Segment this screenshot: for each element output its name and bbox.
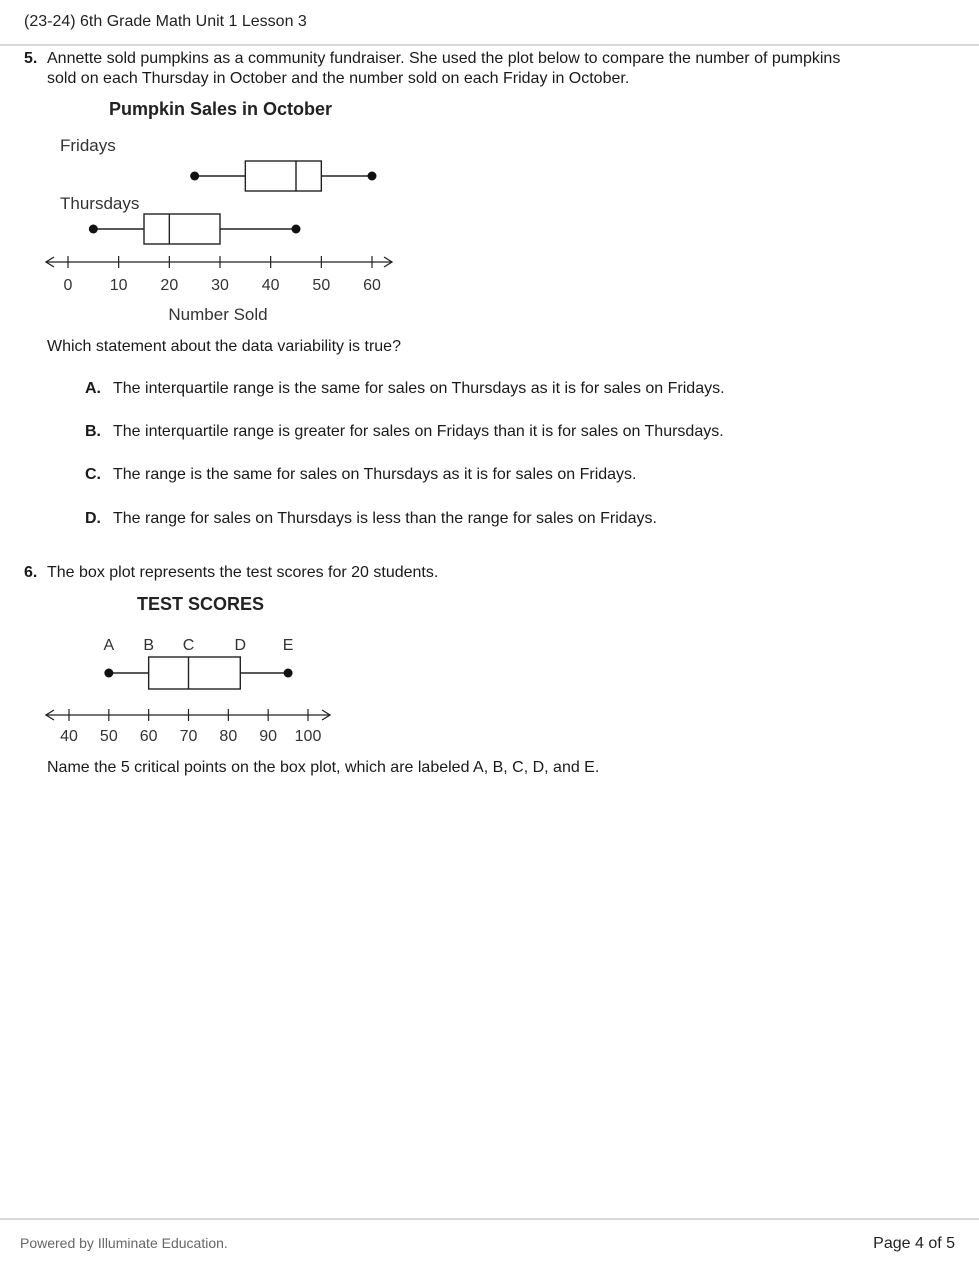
- iqr-box: [144, 214, 220, 244]
- series-label: Thursdays: [60, 194, 140, 213]
- choice-letter: D.: [85, 510, 101, 527]
- choice-text: The interquartile range is greater for sales on Fridays than it is for sales on Thursdays.: [113, 423, 724, 440]
- page-indicator: Page 4 of 5: [873, 1235, 955, 1252]
- question-prompt: Name the 5 critical points on the box plot, which are labeled A, B, C, D, and E.: [47, 759, 600, 776]
- tick-label: 70: [179, 728, 198, 745]
- question-number: 5.: [24, 50, 38, 67]
- tick-label: 40: [60, 728, 78, 745]
- min-point: [190, 172, 199, 181]
- powered-by-text: Powered by Illuminate Education.: [20, 1235, 228, 1251]
- choice-text: The interquartile range is the same for sales on Thursdays as it is for sales on Fridays.: [113, 380, 725, 397]
- choice-letter: B.: [85, 423, 101, 440]
- tick-label: 20: [160, 277, 179, 294]
- pumpkin-sales-chart: [0, 90, 420, 330]
- tick-label: 0: [63, 277, 73, 294]
- min-point: [104, 669, 113, 678]
- point-label: B: [143, 637, 155, 654]
- min-point: [89, 225, 98, 234]
- tick-label: 100: [294, 728, 322, 745]
- tick-label: 50: [312, 277, 331, 294]
- tick-label: 60: [363, 277, 381, 294]
- question-text: The box plot represents the test scores for 20 students.: [47, 564, 439, 581]
- tick-label: 40: [261, 277, 280, 294]
- choice-letter: C.: [85, 466, 101, 483]
- tick-label: 60: [139, 728, 158, 745]
- page-footer: [0, 1218, 979, 1266]
- document-title: (23-24) 6th Grade Math Unit 1 Lesson 3: [24, 13, 307, 30]
- page-header: [0, 0, 979, 46]
- chart-title: TEST SCORES: [137, 594, 265, 614]
- max-point: [284, 669, 293, 678]
- tick-label: 10: [109, 277, 128, 294]
- test-scores-chart: [0, 585, 360, 750]
- tick-label: 90: [259, 728, 278, 745]
- point-label: C: [182, 637, 195, 654]
- question-prompt: Which statement about the data variability is true?: [47, 338, 401, 355]
- question-text-line2: sold on each Thursday in October and the number sold on each Friday in October.: [47, 70, 630, 87]
- chart-title: Pumpkin Sales in October: [109, 99, 333, 119]
- max-point: [368, 172, 377, 181]
- iqr-box: [149, 657, 241, 689]
- x-axis-label: Number Sold: [168, 305, 268, 324]
- tick-label: 50: [99, 728, 118, 745]
- point-label: A: [103, 637, 115, 654]
- question-number: 6.: [24, 564, 38, 581]
- choice-text: The range is the same for sales on Thursdays as it is for sales on Fridays.: [113, 466, 637, 483]
- tick-label: 80: [219, 728, 238, 745]
- question-text-line1: Annette sold pumpkins as a community fundraiser. She used the plot below to compare the number of pumpkins: [47, 50, 841, 67]
- tick-label: 30: [211, 277, 229, 294]
- iqr-box: [245, 161, 321, 191]
- max-point: [292, 225, 301, 234]
- point-label: D: [234, 637, 247, 654]
- point-label: E: [282, 637, 294, 654]
- choice-text: The range for sales on Thursdays is less than the range for sales on Fridays.: [113, 510, 657, 527]
- choice-letter: A.: [85, 380, 101, 397]
- series-label: Fridays: [60, 136, 116, 155]
